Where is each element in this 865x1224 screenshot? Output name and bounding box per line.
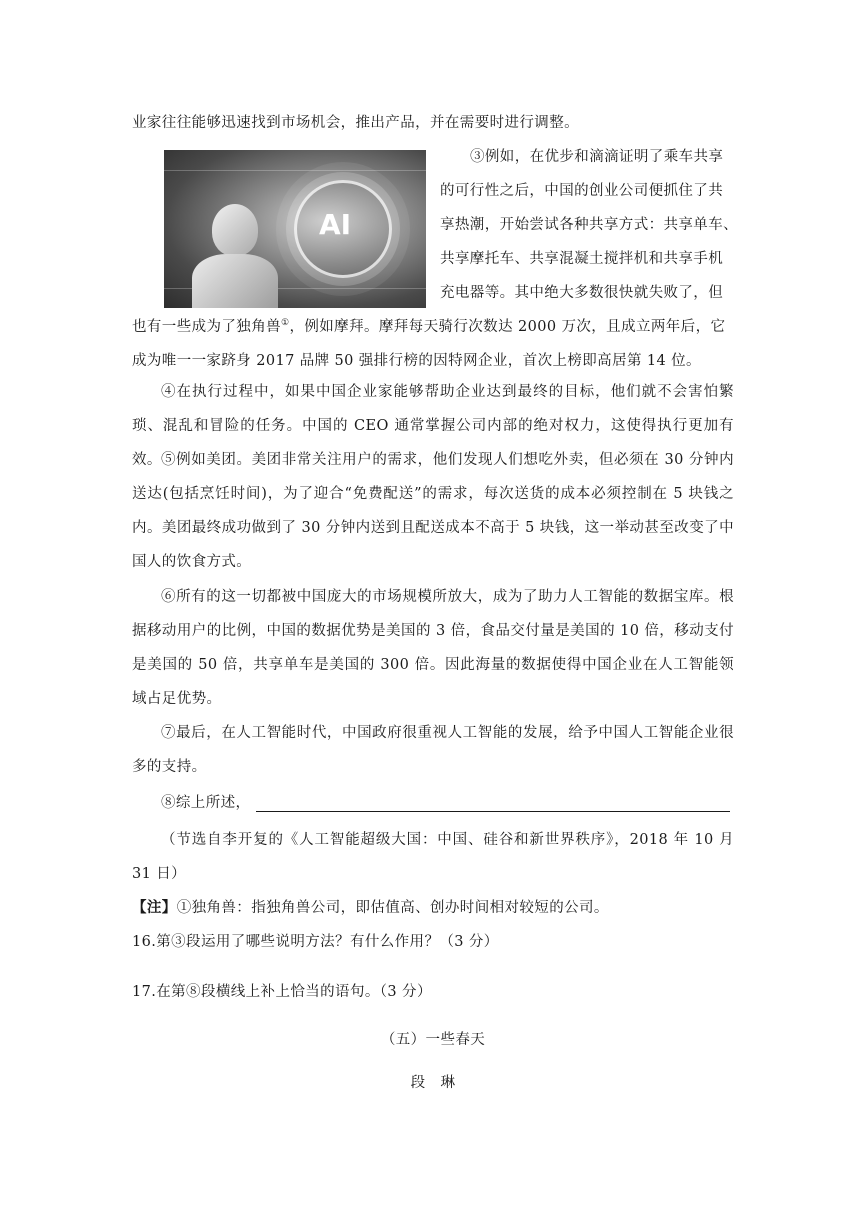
note-label: 【注】 [132,899,177,916]
footnote-marker: ① [281,318,290,329]
paragraph-7: ⑦最后，在人工智能时代，中国政府很重视人工智能的发展，给予中国人工智能企业很多的支持。 [132,725,734,775]
author-name: 段 琳 [410,1075,456,1091]
question-16: 16.第③段运用了哪些说明方法？有什么作用？（3 分） [132,934,499,950]
robot-body-icon [192,254,278,308]
ai-robot-image [164,150,426,308]
paragraph-5: ⑤例如美团。美团非常关注用户的需求，他们发现人们想吃外卖，但必须在 30 分钟内送达(包括烹饪时间)，为了迎合“免费配送”的需求，每次送货的成本必须控制在 5 块钱之内。美团最终成功做到了 30 分钟内送到且配送成本不高于 5 块钱，这一举动甚至改变了中国人的饮食方式。 [132,452,734,570]
p3-line-6: 也有一些成为了独角兽①，例如摩拜。摩拜每天骑行次数达 2000 万次，且成立两年后，它 [132,318,726,335]
answer-blank[interactable] [256,791,730,812]
ai-label: AI [319,208,352,241]
section-title: （五）一些春天 [380,1032,486,1048]
paragraph-8: ⑧综上所述， [161,791,730,812]
p3-line-5: 充电器等。其中绝大多数很快就失败了，但 [440,285,724,301]
footnote [132,896,609,917]
p3-line-7: 成为唯一一家跻身 2017 品牌 50 强排行榜的因特网企业，首次上榜即高居第 14 位。 [132,353,701,369]
paragraph-6: ⑥所有的这一切都被中国庞大的市场规模所放大，成为了助力人工智能的数据宝库。根据移动用户的比例，中国的数据优势是美国的 3 倍，食品交付量是美国的 10 倍，移动支付是美国的 50 倍，共享单车是美国的 300 倍。因此海量的数据使得中国企业在人工智能领域占足优势。 [132,589,734,707]
paragraph-2-end: 业家往往能够迅速找到市场机会，推出产品，并在需要时进行调整。 [132,115,579,131]
robot-head-icon [212,204,258,256]
paragraph-4: ④在执行过程中，如果中国企业家能够帮助企业达到最终的目标，他们就不会害怕繁琐、混乱和冒险的任务。中国的 CEO 通常掌握公司内部的绝对权力，这使得执行更加有效。 [132,384,734,468]
question-17: 17.在第⑧段横线上补上恰当的语句。（3 分） [132,984,432,1000]
p3-line-1: ③例如，在优步和滴滴证明了乘车共享 [470,149,724,165]
p3-line-2: 的可行性之后，中国的创业公司便抓住了共 [440,183,724,199]
p3-line-4: 共享摩托车、共享混凝土搅拌机和共享手机 [440,251,724,267]
note-text: ①独角兽：指独角兽公司，即估值高、创办时间相对较短的公司。 [176,900,609,916]
source-citation: （节选自李开复的《人工智能超级大国：中国、硅谷和新世界秩序》，2018 年 10 月 31 日） [132,832,734,882]
p3-line-3: 享热潮，开始尝试各种共享方式：共享单车、 [440,217,738,233]
